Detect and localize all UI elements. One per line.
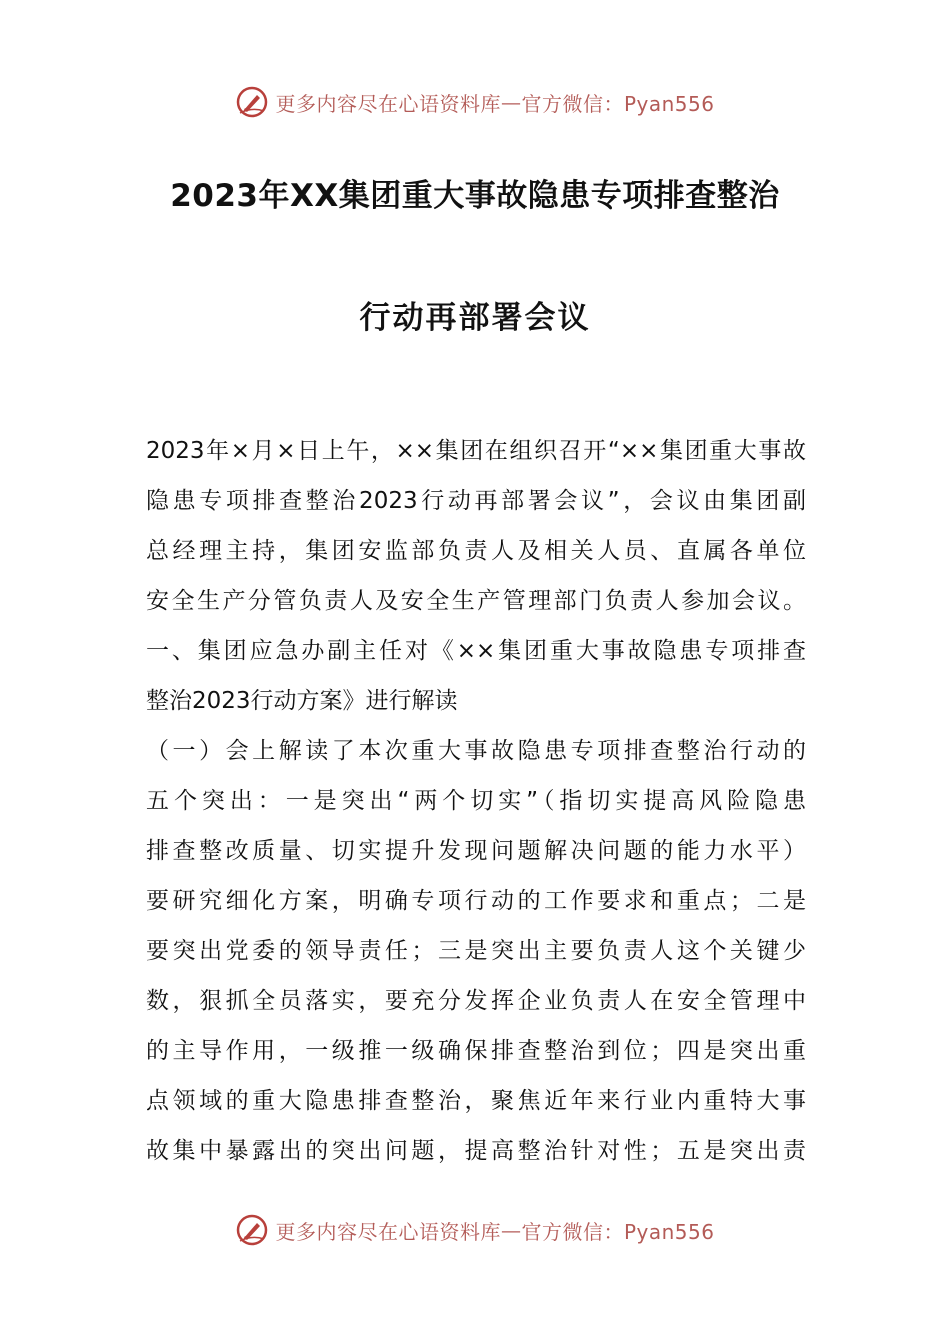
banner-ad-text: 更多内容尽在心语资料库 [275, 1219, 501, 1244]
document-body [146, 426, 806, 1176]
body-line: 五个突出：一是突出“两个切实”（指切实提高风险隐患 [146, 788, 806, 814]
body-line: 一、集团应急办副主任对《××集团重大事故隐患专项排查 [146, 638, 806, 664]
body-line: 的主导作用，一级推一级确保排查整治到位；四是突出重 [146, 1038, 806, 1064]
body-line: 数，狠抓全员落实，要充分发挥企业负责人在安全管理中 [146, 988, 806, 1014]
body-line: （一）会上解读了本次重大事故隐患专项排查整治行动的 [146, 738, 806, 764]
document-title-line-2: 行动再部署会议 [359, 300, 591, 336]
pen-logo-icon [235, 1213, 269, 1247]
body-line: 隐患专项排查整治2023行动再部署会议”，会议由集团副 [146, 488, 806, 514]
body-line: 安全生产分管负责人及安全生产管理部门负责人参加会议。 [146, 588, 806, 614]
banner-wechat-text: 官方微信：Pyan556 [521, 1219, 715, 1244]
body-line: 要突出党委的领导责任；三是突出主要负责人这个关键少 [146, 938, 806, 964]
body-line: 故集中暴露出的突出问题，提高整治针对性；五是突出责 [146, 1138, 806, 1164]
header-watermark-banner [0, 82, 950, 122]
banner-separator: — [500, 90, 522, 114]
banner-wechat-text: 官方微信：Pyan556 [521, 91, 715, 116]
banner-ad-text: 更多内容尽在心语资料库 [275, 91, 501, 116]
body-line: 整治2023行动方案》进行解读 [146, 688, 458, 714]
body-line: 2023年×月×日上午，××集团在组织召开“××集团重大事故 [146, 438, 806, 464]
pen-logo-icon [235, 85, 269, 119]
banner-separator: — [500, 1218, 522, 1242]
document-title-line-1: 2023年XX集团重大事故隐患专项排查整治 [170, 178, 780, 214]
footer-watermark-banner [0, 1210, 950, 1250]
body-line: 总经理主持，集团安监部负责人及相关人员、直属各单位 [146, 538, 806, 564]
body-line: 要研究细化方案，明确专项行动的工作要求和重点；二是 [146, 888, 806, 914]
body-line: 点领域的重大隐患排查整治，聚焦近年来行业内重特大事 [146, 1088, 806, 1114]
body-line: 排查整改质量、切实提升发现问题解决问题的能力水平） [146, 838, 806, 864]
